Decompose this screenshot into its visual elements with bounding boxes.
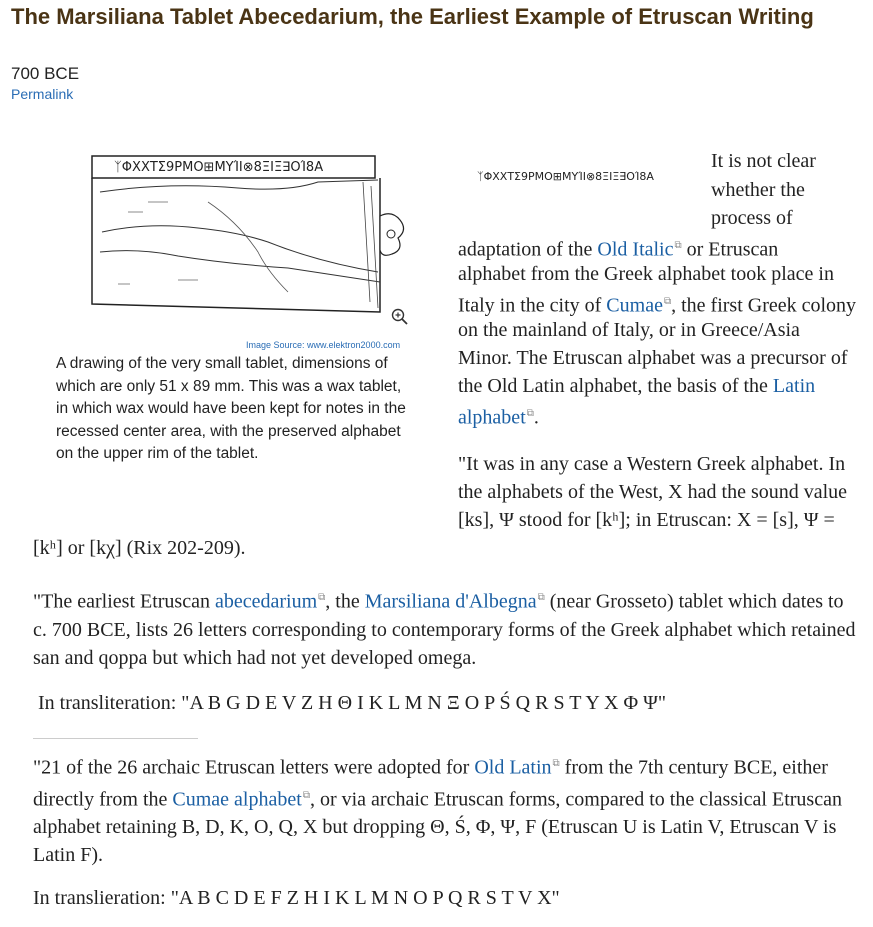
- transliteration-latin: In translieration: "A B C D E F Z H I K L M N O P Q R S T V X": [33, 887, 560, 909]
- external-link-icon: ⧉: [663, 296, 672, 307]
- transliteration-etruscan: In transliteration: "A B G D E V Z H Θ I K L M N Ξ O P Ś Q R S T Y X Φ Ψ": [33, 692, 667, 714]
- image-source[interactable]: Image Source: www.elektron2000.com: [246, 340, 401, 350]
- paragraph-1-line: Italy in the city of Cumae⧉, the first Greek colony: [458, 294, 857, 317]
- external-link-icon: ⧉: [537, 592, 545, 603]
- external-link-icon: ⧉: [674, 240, 682, 251]
- paragraph-3: "The earliest Etruscan abecedarium⧉, the Marsiliana d'Albegna⧉ (near Grosseto) tablet which dates to c. 700 BCE, lists 26 letters corresponding to contemporary forms of the Greek alphabet which retained san and qoppa but which had not yet developed omega.: [33, 590, 856, 669]
- alphabet-link[interactable]: alphabet: [458, 406, 526, 429]
- old-latin-link[interactable]: Old Latin: [474, 756, 552, 779]
- zoom-in-icon[interactable]: [391, 308, 409, 326]
- paragraph-2-line: "It was in any case a Western Greek alphabet. In: [458, 453, 846, 475]
- divider: [33, 738, 198, 739]
- tablet-drawing[interactable]: [88, 152, 413, 332]
- paragraph-5: "21 of the 26 archaic Etruscan letters were adopted for Old Latin⧉ from the 7th century BCE, either directly from the Cumae alphabet⧉, or via archaic Etruscan forms, compared to the classical Etruscan alphabet retaining B, D, K, O, Q, X but dropping Θ, Ś, Φ, Ψ, F (Etruscan U is Latin V, Etruscan V is Latin F).: [33, 756, 842, 867]
- tablet-handle: [380, 214, 404, 256]
- tablet-body: [92, 178, 380, 312]
- paragraph-2-line: [kʰ] or [kχ] (Rix 202-209).: [33, 537, 246, 559]
- abecedarium-link[interactable]: abecedarium: [214, 590, 318, 613]
- paragraph-2-line: the alphabets of the West, X had the sound value: [458, 481, 848, 503]
- alphabet-strip-text: ᛉΦΧΧΤΣ9ΡΜΟ⊞ΜΥΊΙ⊗8ΞΙΞ∃ΟΊ8Α: [477, 170, 654, 183]
- paragraph-1-line: whether the: [711, 179, 805, 201]
- paragraph-1-line: adaptation of the Old Italic⧉ or Etruscan: [458, 238, 779, 261]
- page-title: The Marsiliana Tablet Abecedarium, the Earliest Example of Etruscan Writing: [11, 4, 814, 29]
- date-label: 700 BCE: [11, 64, 80, 83]
- cumae-link[interactable]: Cumae: [606, 294, 663, 317]
- old-italic-link[interactable]: Old Italic: [597, 238, 674, 261]
- external-link-icon: ⧉: [318, 592, 326, 603]
- alphabet-strip-image: [477, 166, 673, 188]
- tablet-inscription: ᛉΦΧΧΤΣ9ΡΜΟ⊞ΜΥΊΙ⊗8ΞΙΞ∃ΟΊ8Α: [114, 160, 324, 175]
- paragraph-1-line: alphabet from the Greek alphabet took place in: [458, 263, 834, 285]
- permalink-link[interactable]: Permalink: [11, 86, 74, 102]
- external-link-icon: ⧉: [302, 789, 310, 801]
- paragraph-1-line: the Old Latin alphabet, the basis of the Latin: [458, 375, 816, 397]
- external-link-icon: ⧉: [552, 758, 560, 769]
- marsiliana-link[interactable]: Marsiliana d'Albegna: [364, 590, 537, 613]
- latin-link[interactable]: Latin: [772, 375, 816, 397]
- paragraph-1-line: process of: [711, 207, 793, 229]
- paragraph-1-line: on the mainland of Italy, or in Greece/Asia: [458, 319, 800, 341]
- figure-caption: A drawing of the very small tablet, dimensions of which are only 51 x 89 mm. This was a wax tablet, in which wax would have been kept for notes in the recessed center area, with the preserved alphabet on the upper rim of the tablet.: [56, 355, 406, 462]
- paragraph-1-line: It is not clear: [711, 150, 816, 172]
- cumae-alphabet-link[interactable]: Cumae alphabet: [172, 788, 302, 811]
- paragraph-2-line: [ks], Ψ stood for [kʰ]; in Etruscan: X = [s], Ψ =: [458, 509, 835, 531]
- external-link-icon: ⧉: [526, 408, 534, 419]
- paragraph-1-line: alphabet⧉.: [458, 406, 539, 429]
- paragraph-1-line: Minor. The Etruscan alphabet was a precursor of: [458, 347, 848, 369]
